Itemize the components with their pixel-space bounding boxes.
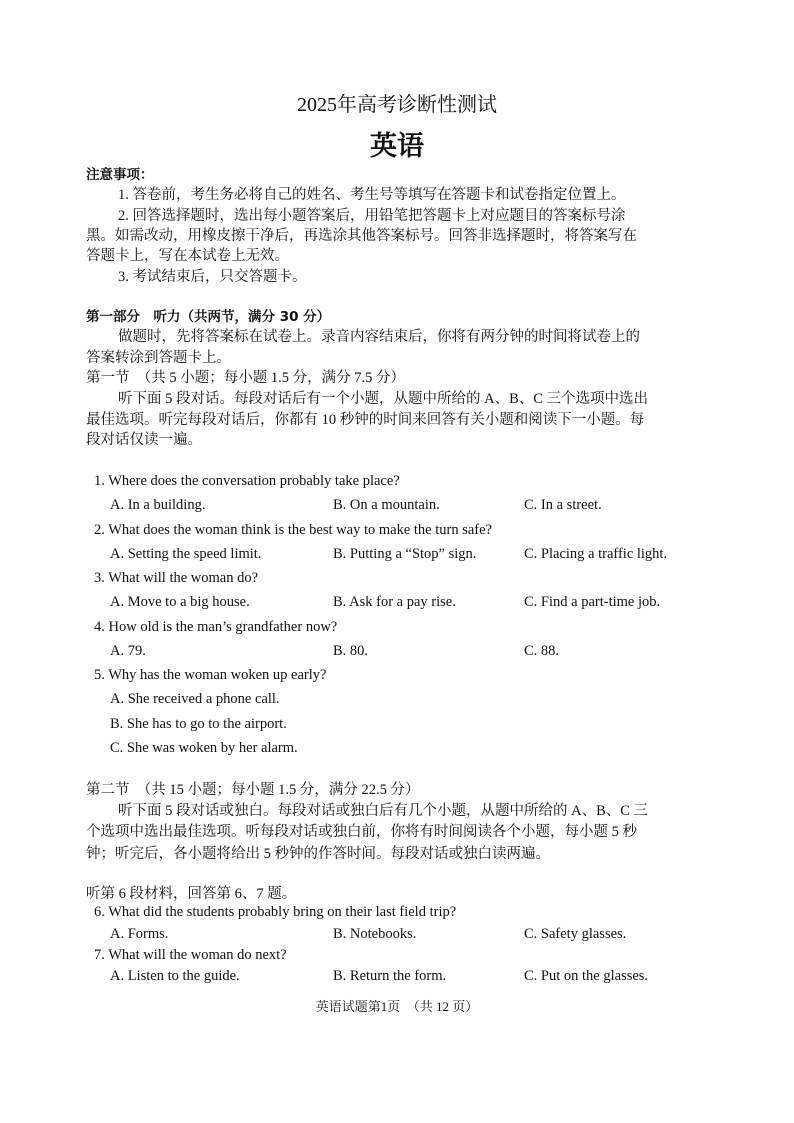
question-6-option-a: A. Forms. xyxy=(110,926,169,942)
question-4: 4. How old is the man’s grandfather now? xyxy=(94,619,338,635)
page-footer: 英语试题第1页 （共 12 页） xyxy=(315,999,479,1014)
question-7-option-c: C. Put on the glasses. xyxy=(524,968,649,984)
question-1-option-c: C. In a street. xyxy=(524,497,602,513)
question-3: 3. What will the woman do? xyxy=(94,570,259,586)
section1-heading: 第一节 （共 5 小题；每小题 1.5 分，满分 7.5 分） xyxy=(86,370,405,386)
material-6-instruction: 听第 6 段材料，回答第 6、7 题。 xyxy=(86,886,297,902)
question-3-option-a: A. Move to a big house. xyxy=(110,594,250,610)
notes-item-2-line-2: 黑。如需改动，用橡皮擦干净后，再选涂其他答案标号。回答非选择题时，将答案写在 xyxy=(86,228,637,244)
section2-intro-line-2: 个选项中选出最佳选项。听每段对话或独白前，你将有时间阅读各个小题，每小题 5 秒 xyxy=(86,824,637,840)
question-3-option-b: B. Ask for a pay rise. xyxy=(333,594,456,610)
part1-heading: 第一部分 听力（共两节，满分 30 分） xyxy=(86,309,331,325)
notes-item-1: 1. 答卷前，考生务必将自己的姓名、考生号等填写在答题卡和试卷指定位置上。 xyxy=(118,187,626,203)
question-6: 6. What did the students probably bring on their last field trip? xyxy=(94,904,457,920)
section1-intro-line-3: 段对话仅读一遍。 xyxy=(86,432,202,448)
question-5-option-b: B. She has to go to the airport. xyxy=(110,716,287,732)
section1-intro-line-1: 听下面 5 段对话。每段对话后有一个小题，从题中所给的 A、B、C 三个选项中选出 xyxy=(118,391,649,407)
question-4-option-c: C. 88. xyxy=(524,643,560,659)
notes-item-2-line-1: 2. 回答选择题时，选出每小题答案后，用铅笔把答题卡上对应题目的答案标号涂 xyxy=(118,208,626,224)
section2-intro-line-1: 听下面 5 段对话或独白。每段对话或独白后有几个小题，从题中所给的 A、B、C 三 xyxy=(118,803,649,819)
exam-title: 2025年高考诊断性测试 xyxy=(297,94,497,116)
question-5: 5. Why has the woman woken up early? xyxy=(94,667,327,683)
question-1: 1. Where does the conversation probably take place? xyxy=(94,473,400,489)
question-1-option-a: A. In a building. xyxy=(110,497,206,513)
question-4-option-b: B. 80. xyxy=(333,643,369,659)
notes-item-2-line-3: 答题卡上，写在本试卷上无效。 xyxy=(86,248,289,264)
question-6-option-c: C. Safety glasses. xyxy=(524,926,627,942)
question-2-option-a: A. Setting the speed limit. xyxy=(110,546,262,562)
part1-intro-line-1: 做题时，先将答案标在试卷上。录音内容结束后，你将有两分钟的时间将试卷上的 xyxy=(118,329,640,345)
section2-heading: 第二节 （共 15 小题；每小题 1.5 分，满分 22.5 分） xyxy=(86,782,420,798)
section2-intro-line-3: 钟；听完后，各小题将给出 5 秒钟的作答时间。每段对话或独白读两遍。 xyxy=(86,846,550,862)
question-7: 7. What will the woman do next? xyxy=(94,947,287,963)
notes-heading: 注意事项： xyxy=(86,167,154,183)
question-2-option-b: B. Putting a “Stop” sign. xyxy=(333,546,477,562)
section1-intro-line-2: 最佳选项。听完每段对话后，你都有 10 秒钟的时间来回答有关小题和阅读下一小题。每 xyxy=(86,412,645,428)
question-5-option-a: A. She received a phone call. xyxy=(110,691,280,707)
question-4-option-a: A. 79. xyxy=(110,643,146,659)
question-2: 2. What does the woman think is the best way to make the turn safe? xyxy=(94,522,492,538)
part1-intro-line-2: 答案转涂到答题卡上。 xyxy=(86,350,231,366)
question-7-option-a: A. Listen to the guide. xyxy=(110,968,240,984)
question-2-option-c: C. Placing a traffic light. xyxy=(524,546,668,562)
subject-title: 英语 xyxy=(370,131,424,162)
question-3-option-c: C. Find a part-time job. xyxy=(524,594,661,610)
question-7-option-b: B. Return the form. xyxy=(333,968,447,984)
question-5-option-c: C. She was woken by her alarm. xyxy=(110,740,298,756)
notes-item-3: 3. 考试结束后，只交答题卡。 xyxy=(118,269,307,285)
question-6-option-b: B. Notebooks. xyxy=(333,926,417,942)
question-1-option-b: B. On a mountain. xyxy=(333,497,440,513)
